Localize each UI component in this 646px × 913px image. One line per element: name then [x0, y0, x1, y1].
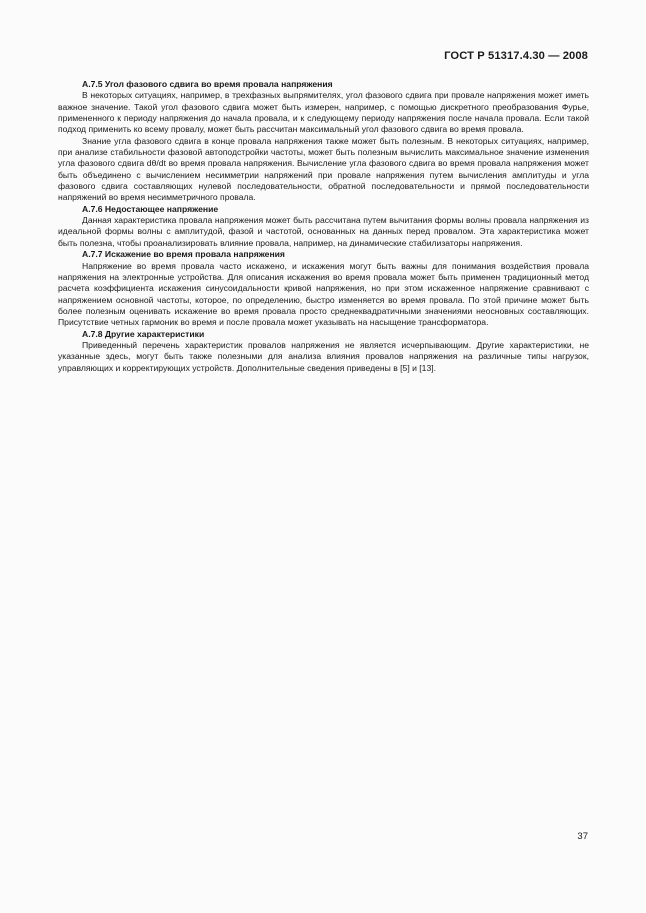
paragraph: Напряжение во время провала часто искажено, и искажения могут быть важны для понимания воздействия провала напряжения на электронные устройства. Для описания искажения во время провала может быть применен традиционный метод расчета коэффициента искажения синусоидальности кривой напряжения, но при этом искаженное напряжение сравнивают с напряжением основной частоты, которое, по определению, быстро изменяется во время провала. По этой причине может быть более полезным оценивать искажение во время провала просто среднеквадратичными значениями неосновных составляющих. Присутствие четных гармоник во время и после провала может указывать на насыщение трансформатора. [58, 260, 589, 328]
standard-designation: ГОСТ Р 51317.4.30 — 2008 [444, 50, 588, 62]
paragraph: Приведенный перечень характеристик провалов напряжения не является исчерпывающим. Другие характеристики, не указанные здесь, могут быть также полезными для анализа влияния провалов напряжения на различные типы нагрузок, управляющих и корректирующих устройств. Дополнительные сведения приведены в [5] и [13]. [58, 339, 589, 373]
section-heading: А.7.8 Другие характеристики [82, 328, 205, 339]
paragraph: В некоторых ситуациях, например, в трехфазных выпрямителях, угол фазового сдвига при провале напряжения может иметь важное значение. Такой угол фазового сдвига может быть измерен, например, с помощью дискретного преобразования Фурье, примененного к периоду напряжения до начала провала, и к следующему периоду напряжения после начала провала. Если такой подход применить ко всему провалу, может быть рассчитан максимальный угол фазового сдвига во время провала. [58, 90, 589, 135]
section-heading: А.7.5 Угол фазового сдвига во время провала напряжения [82, 79, 333, 89]
paragraph: Данная характеристика провала напряжения может быть рассчитана путем вычитания формы волны провала напряжения из идеальной формы волны с амплитудой, фазой и частотой, основанных на данных перед провалом. Эта характеристика может быть полезна, чтобы проанализировать влияние провала, например, на динамические стабилизаторы напряжения. [58, 215, 589, 248]
section-heading: А.7.7 Искажение во время провала напряжения [82, 249, 285, 260]
document-body [58, 79, 589, 374]
paragraph: Знание угла фазового сдвига в конце провала напряжения также может быть полезным. В некоторых ситуациях, например, при анализе стабильности фазовой автоподстройки частоты, может быть полезным вычислить максимальное значение изменения угла фазового сдвига dθ/dt во время провала напряжения. Вычисление угла фазового сдвига во время провала напряжения может быть объединено с вычислением несимметрии напряжений при провале напряжения путем вычисления амплитуды и угла фазового сдвига составляющих нулевой последовательности, обратной последовательности и прямой последовательности напряжений во время несимметричного провала. [58, 135, 589, 203]
page-number: 37 [577, 831, 588, 842]
section-heading: А.7.6 Недостающее напряжение [82, 203, 219, 214]
